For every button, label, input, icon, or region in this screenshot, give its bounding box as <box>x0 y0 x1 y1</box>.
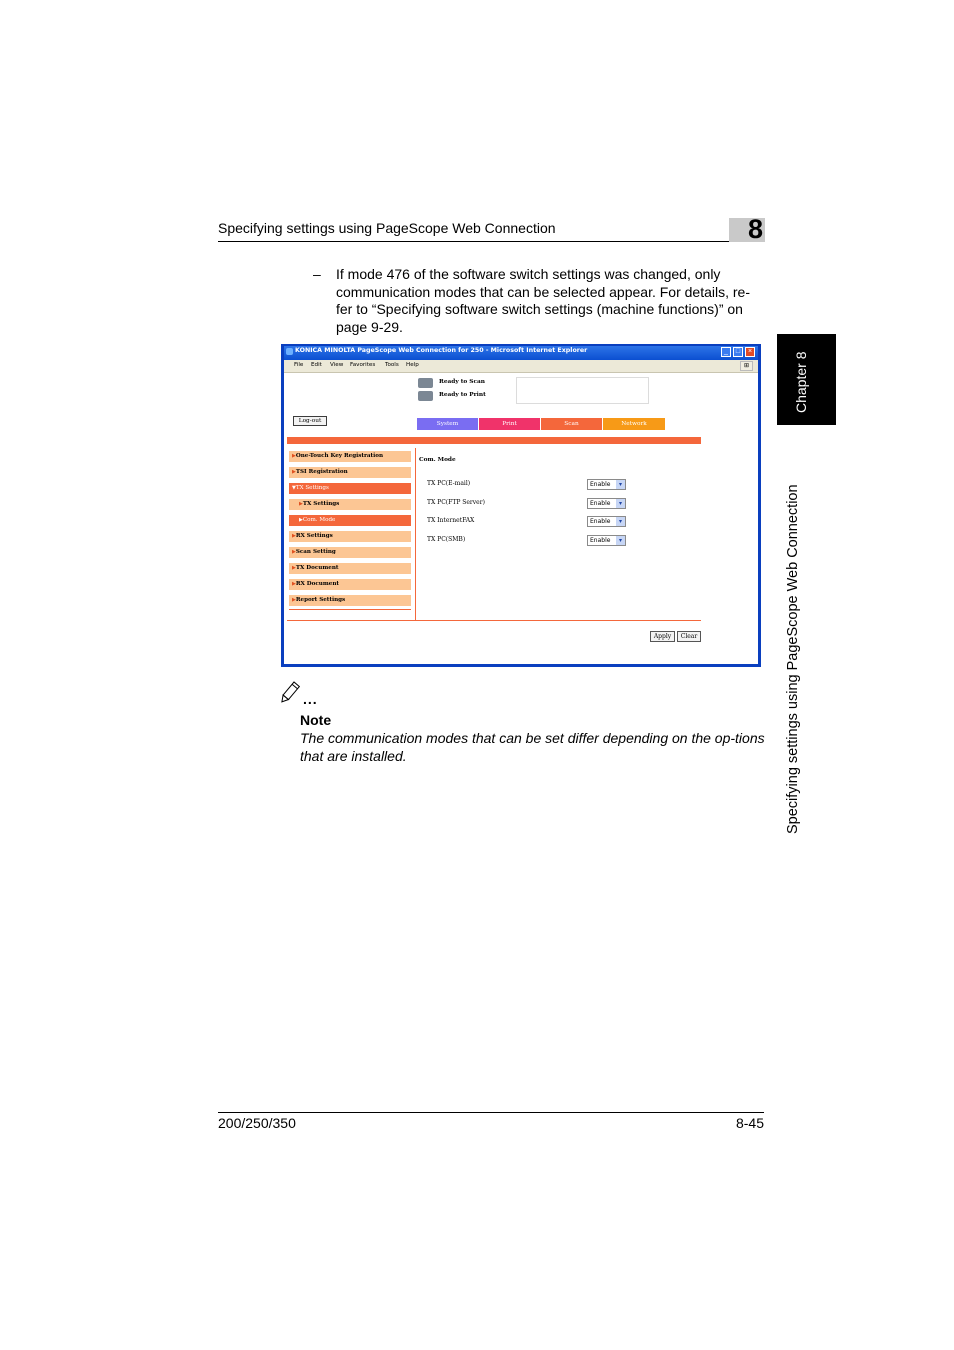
menu-tools: Tools <box>385 362 399 368</box>
arrow-right-icon: ▶ <box>292 533 296 539</box>
status-print: Ready to Print <box>439 392 486 398</box>
status-scan: Ready to Scan <box>439 379 485 385</box>
clear-button: Clear <box>677 631 701 642</box>
nav-rx-settings <box>289 531 411 542</box>
logout-button: Log-out <box>293 416 327 426</box>
vertical-divider <box>415 448 416 620</box>
note-dots: ... <box>303 691 318 707</box>
header-rule <box>218 241 764 242</box>
content-divider <box>287 620 701 621</box>
field-label-smb: TX PC(SMB) <box>427 536 466 543</box>
select-email <box>587 479 626 490</box>
arrow-right-icon: ▶ <box>292 581 296 587</box>
browser-icon <box>286 348 293 355</box>
arrow-right-icon: ▶ <box>292 565 296 571</box>
arrow-right-icon: ▶ <box>292 469 296 475</box>
field-label-email: TX PC(E-mail) <box>427 480 471 487</box>
header-bar <box>287 437 701 444</box>
menu-edit: Edit <box>311 362 322 368</box>
nav-tx-settings <box>289 483 411 494</box>
nav-label: RX Settings <box>295 533 333 539</box>
nav-tsi <box>289 467 411 478</box>
chevron-down-icon: ▾ <box>616 517 625 526</box>
select-ftp <box>587 498 626 509</box>
nav-scan-setting <box>289 547 411 558</box>
nav-label: One-Touch Key Registration <box>295 453 384 459</box>
chapter-number: 8 <box>747 214 763 244</box>
nav-label: RX Document <box>295 581 339 587</box>
browser-content-area <box>284 360 758 664</box>
arrow-right-icon: ▶ <box>292 453 296 459</box>
arrow-right-icon: ▶ <box>292 597 296 603</box>
nav-tx-settings-sub <box>289 499 411 510</box>
nav-rx-document <box>289 579 411 590</box>
footer-page-number: 8-45 <box>735 1115 764 1131</box>
tab-system: System <box>417 418 478 430</box>
nav-label: Com. Mode <box>302 517 336 523</box>
windows-logo-icon: ⊞ <box>740 361 753 371</box>
select-value: Enable <box>590 481 611 488</box>
nav-com-mode <box>289 515 411 526</box>
nav-label: TX Settings <box>302 501 340 507</box>
nav-report-settings <box>289 595 411 606</box>
menu-view: View <box>330 362 344 368</box>
arrow-right-icon: ▶ <box>299 501 303 507</box>
side-tab-chapter-label: Chapter 8 <box>793 351 809 413</box>
printer-status-icon <box>418 391 433 401</box>
menu-favorites: Favorites <box>350 362 376 368</box>
body-paragraph: If mode 476 of the software switch settings was changed, only communication modes that can be selected appear. For details, re-fer to “Specifying software switch settings (machine functions)” on page 9-29. <box>336 266 750 335</box>
select-smb <box>587 535 626 546</box>
message-box <box>516 377 649 404</box>
nav-divider <box>289 609 411 610</box>
running-header: Specifying settings using PageScope Web Connection <box>218 220 556 236</box>
select-value: Enable <box>590 500 611 507</box>
chevron-down-icon: ▾ <box>616 536 625 545</box>
minimize-icon: _ <box>721 347 731 357</box>
nav-label: Report Settings <box>295 597 346 603</box>
footer-model: 200/250/350 <box>218 1115 296 1131</box>
chevron-down-icon: ▾ <box>616 480 625 489</box>
list-dash: – <box>313 266 321 282</box>
side-section-title: Specifying settings using PageScope Web Connection <box>785 484 801 834</box>
arrow-right-icon: ▶ <box>299 517 303 523</box>
tab-print: Print <box>479 418 540 430</box>
field-label-ifax: TX InternetFAX <box>427 517 475 524</box>
nav-label: Scan Setting <box>295 549 336 555</box>
select-value: Enable <box>590 537 611 544</box>
nav-label: TSI Registration <box>295 469 348 475</box>
tab-network: Network <box>603 418 665 430</box>
maximize-icon: □ <box>733 347 743 357</box>
chevron-down-icon: ▾ <box>616 499 625 508</box>
scanner-status-icon <box>418 378 433 388</box>
content-title: Com. Mode <box>419 457 456 463</box>
note-title: Note <box>300 712 332 728</box>
select-value: Enable <box>590 518 611 525</box>
arrow-right-icon: ▶ <box>292 549 296 555</box>
nav-label: TX Settings <box>295 485 329 491</box>
select-ifax <box>587 516 626 527</box>
menu-help: Help <box>406 362 419 368</box>
field-label-ftp: TX PC(FTP Server) <box>427 499 485 506</box>
nav-tx-document <box>289 563 411 574</box>
nav-label: TX Document <box>295 565 339 571</box>
window-title: KONICA MINOLTA PageScope Web Connection for 250 - Microsoft Internet Explorer <box>295 347 588 354</box>
tab-scan: Scan <box>541 418 602 430</box>
menu-file: File <box>294 362 304 368</box>
footer-rule <box>218 1112 764 1113</box>
arrow-down-icon: ▼ <box>292 485 296 491</box>
apply-button: Apply <box>650 631 675 642</box>
close-icon: × <box>745 347 755 357</box>
note-text: The communication modes that can be set differ depending on the op-tions that are installed. <box>300 730 765 764</box>
nav-one-touch <box>289 451 411 462</box>
